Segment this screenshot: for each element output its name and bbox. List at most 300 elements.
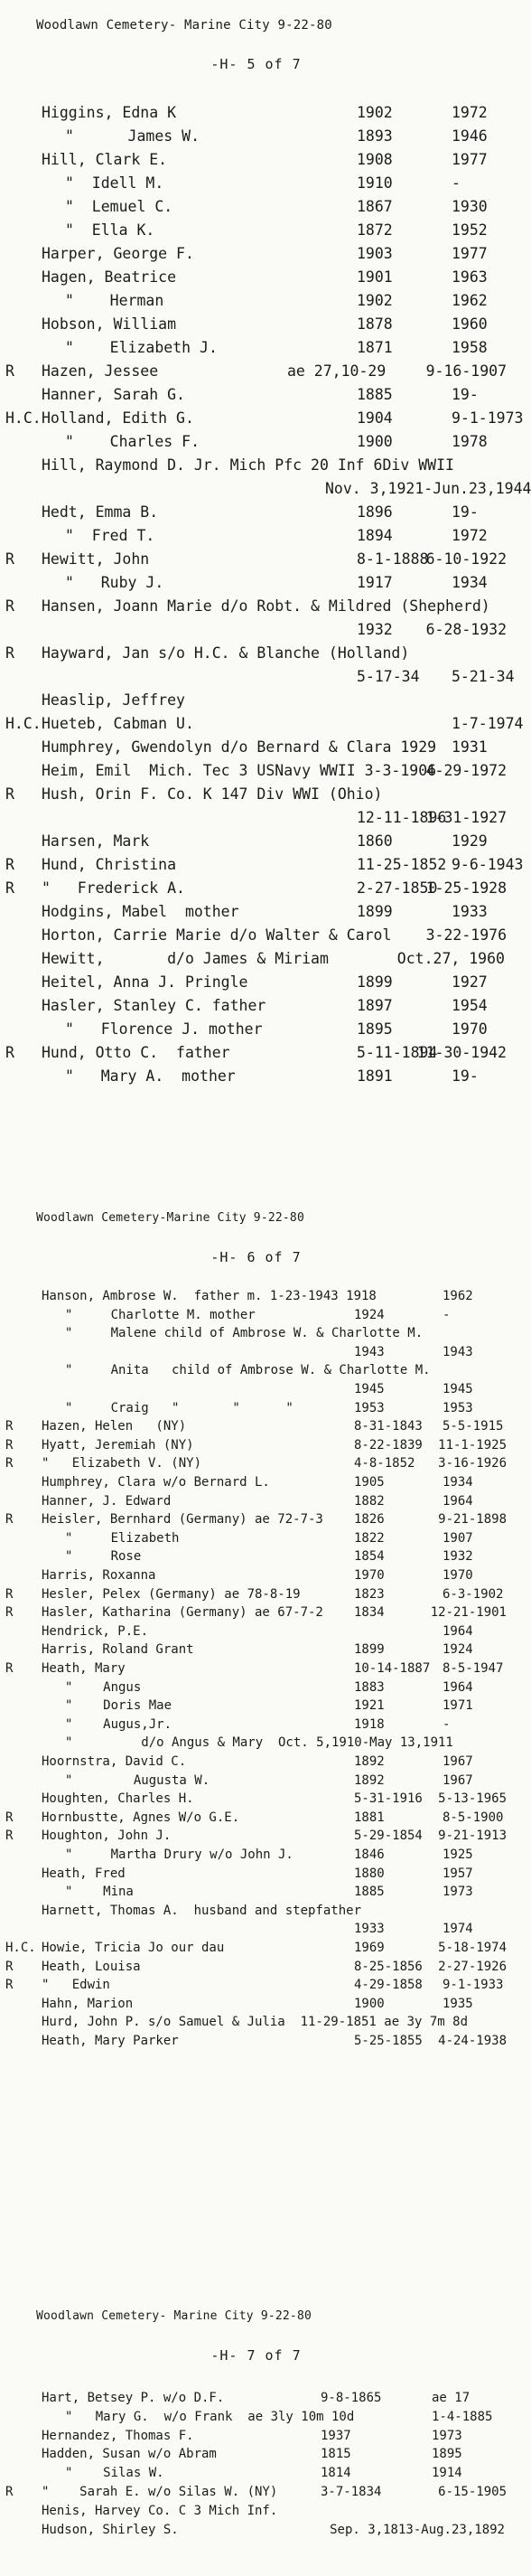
record-name: " Elizabeth — [65, 1530, 180, 1546]
record-name: Hendrick, P.E. — [42, 1623, 149, 1639]
record-death: 1970 — [452, 1020, 488, 1038]
burial-record-row — [0, 1343, 512, 1361]
record-death: 1973 — [442, 1885, 473, 1900]
burial-record-row — [0, 2483, 512, 2501]
record-name: Harsen, Mark — [42, 832, 150, 850]
record-death: 1970 — [442, 1568, 473, 1583]
record-death: 1967 — [442, 1754, 473, 1769]
record-birth: 1880 — [354, 1866, 385, 1881]
record-name: Heitel, Anna J. Pringle — [42, 973, 248, 991]
record-name: Heath, Fred — [42, 1866, 126, 1881]
record-name: Hill, Raymond D. Jr. Mich Pfc 20 Inf 6Div WWII — [42, 456, 454, 474]
burial-record-row — [0, 195, 512, 219]
record-name: Hewitt, John — [42, 550, 150, 568]
record-name: " Lemuel C. — [65, 198, 173, 215]
record-death: 1962 — [442, 1289, 473, 1303]
record-death: 1946 — [452, 127, 488, 145]
record-death: 8-5-1900 — [442, 1810, 504, 1825]
record-death: 1962 — [452, 292, 488, 309]
burial-record-row — [0, 1920, 512, 1938]
record-name: Hazen, Helen (NY) — [42, 1419, 187, 1434]
record-name: Humphrey, Clara w/o Bernard L. — [42, 1475, 270, 1490]
record-birth: 1814 — [321, 2466, 351, 2481]
record-name: Houghten, Charles H. — [42, 1791, 194, 1807]
burial-record-row — [0, 1659, 512, 1678]
burial-record-row — [0, 336, 512, 360]
record-death: 9-1-1973 — [452, 409, 524, 427]
record-birth: 1878 — [357, 315, 393, 333]
record-name: Horton, Carrie Marie d/o Walter & Carol — [42, 926, 392, 944]
record-death: 1931 — [452, 738, 488, 756]
burial-record-row — [0, 524, 512, 548]
burial-record-row — [0, 1976, 512, 1994]
record-birth: 1882 — [354, 1493, 385, 1509]
record-name: " Elizabeth V. (NY) — [42, 1456, 202, 1471]
record-birth: 1881 — [354, 1810, 385, 1825]
record-death: 3-16-1926 — [438, 1456, 507, 1471]
burial-record-row — [0, 1454, 512, 1472]
record-name: Hahn, Marion — [42, 1996, 134, 2011]
record-death: 9-1-1933 — [442, 1978, 504, 1993]
record-birth: 1945 — [354, 1382, 385, 1396]
burial-record-row — [0, 548, 512, 571]
section-header: Woodlawn Cemetery-Marine City 9-22-80 — [36, 1211, 304, 1225]
record-name: Hanner, Sarah G. — [42, 386, 185, 403]
burial-record-row — [0, 1306, 512, 1324]
record-birth: 1895 — [357, 1020, 393, 1038]
record-death: 2-27-1926 — [438, 1959, 507, 1974]
record-death: 1967 — [442, 1772, 473, 1788]
burial-record-row — [0, 1510, 512, 1528]
record-name: Heath, Louisa — [42, 1959, 141, 1974]
burial-record-row — [0, 924, 512, 947]
record-name: Hyatt, Jeremiah (NY) — [42, 1437, 194, 1453]
record-name: Heath, Mary — [42, 1661, 126, 1676]
record-birth: 1970 — [354, 1568, 385, 1583]
record-name: " Elizabeth J. — [65, 339, 218, 356]
record-name: Harper, George F. — [42, 245, 194, 262]
burial-record-row — [0, 595, 512, 618]
burial-record-row — [0, 1902, 512, 1920]
record-name: " Mary A. mother — [65, 1067, 236, 1085]
record-name: " Idell M. — [65, 174, 164, 192]
burial-record-row — [0, 1585, 512, 1603]
record-death: Sep. 3,1813-Aug.23,1892 — [330, 2522, 505, 2537]
record-death: - — [452, 174, 461, 192]
burial-record-row — [0, 1041, 512, 1065]
record-birth: 1834 — [354, 1605, 385, 1621]
burial-record-row — [0, 477, 531, 501]
record-death: 1935 — [442, 1996, 473, 2011]
record-birth: 1900 — [357, 433, 393, 450]
record-birth: 5-17-34 — [357, 668, 420, 685]
record-death: 9-21-1913 — [438, 1829, 507, 1844]
record-name: Harris, Roxanna — [42, 1568, 156, 1583]
record-name: Hanson, Ambrose W. father m. 1-23-1943 1918 — [42, 1289, 377, 1303]
record-name: Hund, Christina — [42, 856, 177, 873]
record-name: " Augus,Jr. — [65, 1716, 172, 1732]
burial-record-row — [0, 830, 512, 853]
record-death: 1945 — [442, 1382, 473, 1396]
record-name: " Sarah E. w/o Silas W. (NY) — [42, 2485, 278, 2499]
record-birth: 1826 — [354, 1512, 385, 1528]
record-death: 1974 — [442, 1922, 473, 1937]
burial-record-row — [0, 877, 512, 900]
burial-record-row — [0, 1018, 512, 1041]
record-name: Holland, Edith G. — [42, 409, 194, 427]
record-name: Hornbustte, Agnes W/o G.E. — [42, 1810, 240, 1825]
record-mark: R — [5, 879, 14, 897]
burial-record-row — [0, 1716, 512, 1734]
burial-record-row — [0, 2445, 512, 2463]
record-mark: H.C. — [5, 715, 42, 732]
burial-record-row — [0, 383, 512, 407]
burial-record-row — [0, 1492, 512, 1510]
record-birth: 1900 — [354, 1996, 385, 2011]
record-name: Heaslip, Jeffrey — [42, 691, 185, 709]
burial-record-row — [0, 1734, 512, 1752]
record-birth: 1860 — [357, 832, 393, 850]
record-birth: 8-31-1843 — [354, 1419, 423, 1434]
burial-record-row — [0, 101, 512, 125]
burial-record-row — [0, 172, 512, 195]
record-birth: 1969 — [354, 1941, 385, 1955]
record-birth: 1822 — [354, 1530, 385, 1546]
burial-record-row — [0, 994, 512, 1018]
record-birth: 3-7-1834 — [321, 2485, 382, 2499]
record-name: " Silas W. — [65, 2466, 164, 2481]
burial-record-row — [0, 1809, 512, 1827]
record-death: 9-6-1943 — [452, 856, 524, 873]
record-death: 1973 — [432, 2428, 462, 2443]
record-age-note: ae 27,10-29 — [287, 362, 387, 380]
burial-record-row — [0, 2408, 512, 2426]
record-birth: 1854 — [354, 1549, 385, 1565]
record-death: 1895 — [432, 2447, 462, 2462]
record-name: " Anita child of Ambrose W. & Charlotte M. — [65, 1363, 431, 1378]
record-mark: R — [5, 550, 14, 568]
burial-record-row — [0, 1380, 512, 1398]
record-name: " Doris Mae — [65, 1698, 172, 1714]
record-death: 9-21-1898 — [438, 1512, 507, 1528]
page-number-label: -H- 5 of 7 — [210, 56, 302, 72]
record-death: 1943 — [442, 1344, 473, 1359]
burial-record-row — [0, 1065, 512, 1088]
record-name: Hanner, J. Edward — [42, 1493, 172, 1509]
record-death: 1971 — [442, 1698, 473, 1714]
record-death: 5-13-1965 — [438, 1791, 507, 1807]
record-mark: R — [5, 1959, 14, 1974]
record-name: " Frederick A. — [42, 879, 185, 897]
burial-record-row — [0, 806, 512, 830]
record-name: " Mary G. w/o Frank ae 3ly 10m 10d — [65, 2409, 355, 2424]
record-death: 12-21-1901 — [430, 1605, 507, 1621]
burial-record-row — [0, 689, 512, 712]
record-mark: R — [5, 1044, 14, 1061]
record-name: " Augusta W. — [65, 1772, 210, 1788]
burial-record-row — [0, 900, 512, 924]
burial-record-row — [0, 1772, 512, 1790]
record-name: " Charlotte M. mother — [65, 1307, 256, 1322]
record-death: 1927 — [452, 973, 488, 991]
record-name: Hesler, Pelex (Germany) ae 78-8-19 — [42, 1586, 301, 1602]
burial-record-row — [0, 1883, 512, 1901]
record-mark: R — [5, 1661, 14, 1676]
record-death: 19- — [452, 386, 479, 403]
record-birth: 1918 — [354, 1716, 385, 1732]
record-birth: 1943 — [354, 1344, 385, 1359]
record-mark: R — [5, 1512, 14, 1528]
burial-record-row — [0, 2427, 512, 2445]
page-number-label: -H- 7 of 7 — [210, 2347, 302, 2364]
burial-record-row — [0, 266, 512, 289]
record-mark: R — [5, 1829, 14, 1844]
record-mark: R — [5, 362, 14, 380]
record-name: Howie, Tricia Jo our dau — [42, 1941, 225, 1955]
record-birth: 8-22-1839 — [354, 1437, 423, 1453]
burial-record-row — [0, 2389, 512, 2407]
record-name: " Herman — [65, 292, 164, 309]
record-death: 1-7-1974 — [452, 715, 524, 732]
record-birth: 8-1-1888 — [357, 550, 429, 568]
burial-record-row — [0, 407, 524, 430]
burial-record-row — [0, 2013, 512, 2031]
record-birth: 1894 — [357, 527, 393, 544]
record-name: Hobson, William — [42, 315, 177, 333]
record-mark: R — [5, 1456, 14, 1471]
record-death: 5-5-1915 — [442, 1419, 504, 1434]
record-birth: 1901 — [357, 268, 393, 286]
burial-record-row — [0, 759, 512, 783]
burial-record-row — [0, 1846, 512, 1864]
record-birth: 2-27-1850 — [357, 879, 438, 897]
record-birth: 8-25-1856 — [354, 1959, 423, 1974]
record-mark: H.C. — [5, 409, 42, 427]
record-death: 1952 — [452, 221, 488, 239]
record-name: Hodgins, Mabel mother — [42, 903, 239, 920]
burial-record-row — [0, 783, 512, 806]
record-birth: 1871 — [357, 339, 393, 356]
record-mark: R — [5, 1419, 14, 1434]
record-name: Harris, Roland Grant — [42, 1642, 194, 1658]
burial-record-row — [0, 219, 512, 242]
record-death: 6-28-1932 — [425, 621, 507, 638]
burial-record-row — [0, 947, 512, 971]
record-death: 1934 — [452, 574, 488, 591]
record-death: Oct.27, 1960 — [396, 950, 505, 967]
burial-record-row — [0, 1547, 512, 1565]
record-death: 1930 — [452, 198, 488, 215]
burial-record-row — [0, 618, 512, 642]
record-birth: 11-25-1852 — [357, 856, 447, 873]
burial-record-row — [0, 1287, 512, 1305]
record-death: 1914 — [432, 2466, 462, 2481]
record-birth: 1932 — [357, 621, 393, 638]
record-death: 1977 — [452, 245, 488, 262]
record-name: Hasler, Katharina (Germany) ae 67-7-2 — [42, 1605, 323, 1621]
record-birth: 1823 — [354, 1586, 385, 1602]
record-name: Henis, Harvey Co. C 3 Mich Inf. — [42, 2503, 278, 2518]
burial-record-row — [0, 242, 512, 266]
record-name: Hush, Orin F. Co. K 147 Div WWI (Ohio) — [42, 785, 383, 803]
record-death: 4-29-1972 — [425, 762, 507, 779]
record-name: " Craig " " " — [65, 1400, 293, 1415]
record-name: Hasler, Stanley C. father — [42, 997, 266, 1014]
burial-record-row — [0, 2464, 512, 2482]
record-name: Heim, Emil Mich. Tec 3 USNavy WWII 3-3-1906 — [42, 762, 437, 779]
record-death: 4-24-1938 — [438, 2034, 507, 2048]
record-birth: 1908 — [357, 151, 393, 168]
record-birth: 1891 — [357, 1067, 393, 1085]
record-birth: 1872 — [357, 221, 393, 239]
record-birth: 10-14-1887 — [354, 1661, 431, 1676]
record-birth: 1885 — [357, 386, 393, 403]
record-death: 1924 — [442, 1642, 473, 1658]
record-birth: 1904 — [357, 409, 393, 427]
record-name: " Ella K. — [65, 221, 155, 239]
record-death: 1972 — [452, 527, 488, 544]
burial-record-row — [0, 430, 512, 454]
burial-record-row — [0, 1399, 512, 1417]
burial-record-row — [0, 1641, 512, 1659]
record-birth: 5-31-1916 — [354, 1791, 423, 1807]
record-birth: 1910 — [357, 174, 393, 192]
burial-record-row — [0, 1865, 512, 1883]
record-birth: 1905 — [354, 1475, 385, 1490]
record-name: Hewitt, d/o James & Miriam — [42, 950, 329, 967]
burial-record-row — [0, 125, 512, 148]
record-death: 1-25-1928 — [425, 879, 507, 897]
record-death: 19- — [452, 503, 479, 521]
record-birth: 1917 — [357, 574, 393, 591]
burial-record-row — [0, 712, 524, 736]
record-birth: 1893 — [357, 127, 393, 145]
record-death: 3-22-1976 — [425, 926, 507, 944]
record-death: ae 17 — [432, 2391, 470, 2405]
record-name: Hazen, Jessee — [42, 362, 159, 380]
record-death: 11-1-1925 — [438, 1437, 507, 1453]
record-death: 11-30-1942 — [416, 1044, 507, 1061]
burial-record-row — [0, 1678, 512, 1697]
record-name: Hart, Betsey P. w/o D.F. — [42, 2391, 225, 2405]
record-birth: 5-29-1854 — [354, 1829, 423, 1844]
record-death: 1932 — [442, 1549, 473, 1565]
record-death: 1925 — [442, 1847, 473, 1862]
record-name: " d/o Angus & Mary Oct. 5,1910-May 13,1911 — [65, 1735, 453, 1751]
record-birth: 5-11-1894 — [357, 1044, 438, 1061]
record-name: " Florence J. mother — [65, 1020, 263, 1038]
record-mark: R — [5, 1810, 14, 1825]
record-birth: 1933 — [354, 1922, 385, 1937]
record-name: Harnett, Thomas A. husband and stepfather — [42, 1903, 362, 1918]
record-birth: 4-29-1858 — [354, 1978, 423, 1993]
burial-record-row — [0, 665, 515, 689]
record-name: Houghton, John J. — [42, 1829, 172, 1844]
record-birth: 1885 — [354, 1885, 385, 1900]
burial-record-row — [0, 1753, 512, 1771]
record-death: 6-10-1922 — [425, 550, 507, 568]
burial-record-row — [0, 1324, 512, 1342]
record-death: 1933 — [452, 903, 488, 920]
record-name: " Edwin — [42, 1978, 110, 1993]
burial-record-row — [0, 1566, 512, 1584]
record-name: " Martha Drury w/o John J. — [65, 1847, 293, 1862]
record-death: 1957 — [442, 1866, 473, 1881]
record-death: 5-18-1974 — [438, 1941, 507, 1955]
burial-record-row — [0, 313, 512, 336]
record-death: 1963 — [452, 268, 488, 286]
record-death: 1978 — [452, 433, 488, 450]
record-birth: 1902 — [357, 104, 393, 121]
burial-record-row — [0, 571, 512, 595]
record-name: Hayward, Jan s/o H.C. & Blanche (Holland) — [42, 644, 410, 662]
record-date-range: Nov. 3,1921-Jun.23,1944 — [325, 480, 531, 497]
record-mark: R — [5, 1586, 14, 1602]
record-birth: 1953 — [354, 1400, 385, 1415]
section-header: Woodlawn Cemetery- Marine City 9-22-80 — [36, 18, 332, 33]
burial-record-row — [0, 1790, 512, 1808]
record-name: Hurd, John P. s/o Samuel & Julia 11-29-1851 ae 3y 7m 8d — [42, 2015, 469, 2030]
record-death: 1960 — [452, 315, 488, 333]
record-name: Higgins, Edna K — [42, 104, 177, 121]
record-death: 5-21-34 — [452, 668, 515, 685]
record-death: 1907 — [442, 1530, 473, 1546]
record-name: " Angus — [65, 1679, 142, 1695]
record-birth: 1899 — [357, 903, 393, 920]
record-name: Hernandez, Thomas F. — [42, 2428, 194, 2443]
record-birth: 9-8-1865 — [321, 2391, 382, 2405]
burial-record-row — [0, 1939, 512, 1957]
burial-record-row — [0, 360, 512, 383]
record-birth: 1896 — [357, 503, 393, 521]
record-death: 1964 — [442, 1493, 473, 1509]
burial-record-row — [0, 1361, 512, 1379]
record-death: 1964 — [442, 1679, 473, 1695]
burial-record-row — [0, 1958, 512, 1976]
record-name: Hund, Otto C. father — [42, 1044, 230, 1061]
burial-record-row — [0, 1436, 512, 1454]
burial-record-row — [0, 1622, 512, 1641]
record-birth: 1883 — [354, 1679, 385, 1695]
record-birth: 1846 — [354, 1847, 385, 1862]
record-name: " Fred T. — [65, 527, 155, 544]
record-name: Hoornstra, David C. — [42, 1754, 187, 1769]
record-death: 6-3-1902 — [442, 1586, 504, 1602]
record-death: 19- — [452, 1067, 479, 1085]
burial-record-row — [0, 1417, 512, 1435]
record-mark: R — [5, 644, 14, 662]
burial-record-row — [0, 642, 512, 665]
record-birth: 1921 — [354, 1698, 385, 1714]
burial-record-row — [0, 1995, 512, 2013]
record-death: 8-5-1947 — [442, 1661, 504, 1676]
record-birth: 1899 — [354, 1642, 385, 1658]
record-name: Hudson, Shirley S. — [42, 2522, 179, 2537]
record-name: Hill, Clark E. — [42, 151, 168, 168]
record-name: " Rose — [65, 1549, 142, 1565]
record-name: " Charles F. — [65, 433, 200, 450]
record-mark: R — [5, 1437, 14, 1453]
record-birth: 1892 — [354, 1772, 385, 1788]
record-birth: 1937 — [321, 2428, 351, 2443]
burial-record-row — [0, 1697, 512, 1715]
record-death: 1-4-1885 — [432, 2409, 493, 2424]
burial-record-row — [0, 1603, 512, 1622]
record-mark: R — [5, 785, 14, 803]
record-name: Heisler, Bernhard (Germany) ae 72-7-3 — [42, 1512, 323, 1528]
burial-record-row — [0, 501, 512, 524]
record-death: 1964 — [442, 1623, 473, 1639]
